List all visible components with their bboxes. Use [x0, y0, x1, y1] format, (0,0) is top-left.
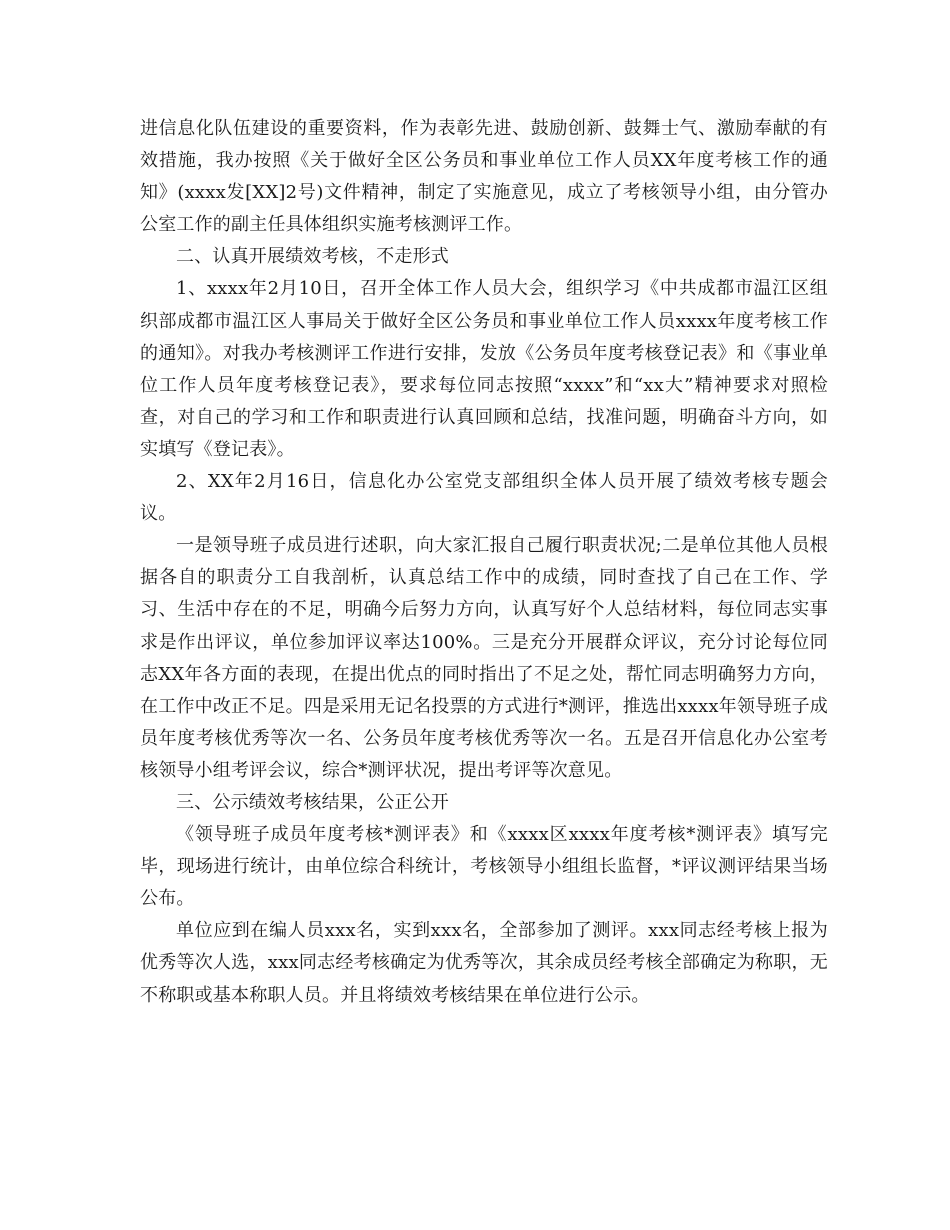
paragraph-continuation: 进信息化队伍建设的重要资料，作为表彰先进、鼓励创新、鼓舞士气、激励奉献的有效措施，我办按照《关于做好全区公务员和事业单位工作人员XX年度考核工作的通知》(xxxx发[XX]2号)文件精神，制定了实施意见，成立了考核领导小组，由分管办公室工作的副主任具体组织实施考核测评工作。 [140, 118, 828, 236]
paragraph-item-2: 2、XX年2月16日，信息化办公室党支部组织全体人员开展了绩效考核专题会议。 [140, 471, 828, 525]
section-heading-3: 三、公示绩效考核结果，公正公开 [176, 791, 449, 813]
document-body [140, 113, 828, 1012]
section-heading-2: 二、认真开展绩效考核，不走形式 [176, 246, 449, 268]
paragraph-evaluation-forms: 《领导班子成员年度考核*测评表》和《xxxx区xxxx年度考核*测评表》填写完毕，现场进行统计，由单位综合科统计，考核领导小组组长监督，*评议测评结果当场公布。 [140, 824, 828, 910]
paragraph-results: 单位应到在编人员xxx名，实到xxx名，全部参加了测评。xxx同志经考核上报为优秀等次人选，xxx同志经考核确定为优秀等次，其余成员经考核全部确定为称职，无不称职或基本称职人员。并且将绩效考核结果在单位进行公示。 [140, 920, 828, 1006]
paragraph-item-1: 1、xxxx年2月10日，召开全体工作人员大会，组织学习《中共成都市温江区组织部成都市温江区人事局关于做好全区公务员和事业单位工作人员xxxx年度考核工作的通知》。对我办考核测评工作进行安排，发放《公务员年度考核登记表》和《事业单位工作人员年度考核登记表》，要求每位同志按照“xxxx”和“xx大”精神要求对照检查，对自己的学习和工作和职责进行认真回顾和总结，找准问题，明确奋斗方向，如实填写《登记表》。 [140, 278, 828, 460]
paragraph-review-process: 一是领导班子成员进行述职，向大家汇报自己履行职责状况;二是单位其他人员根据各自的职责分工自我剖析，认真总结工作中的成绩，同时查找了自己在工作、学习、生活中存在的不足，明确今后努力方向，认真写好个人总结材料，每位同志实事求是作出评议，单位参加评议率达100%。三是充分开展群众评议，充分讨论每位同志XX年各方面的表现，在提出优点的同时指出了不足之处，帮忙同志明确努力方向，在工作中改正不足。四是采用无记名投票的方式进行*测评，推选出xxxx年领导班子成员年度考核优秀等次一名、公务员年度考核优秀等次一名。五是召开信息化办公室考核领导小组考评会议，综合*测评状况，提出考评等次意见。 [140, 535, 828, 781]
